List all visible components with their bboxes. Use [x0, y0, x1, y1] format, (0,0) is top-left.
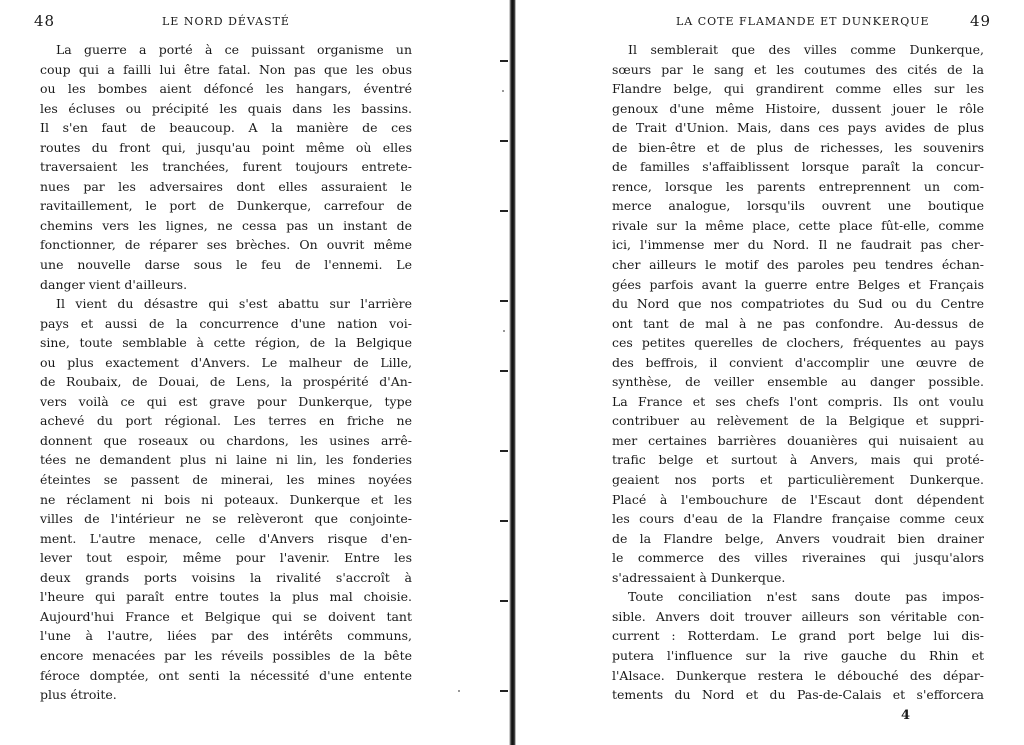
- text-line: Il vient du désastre qui s'est abattu sur l'arrière: [56, 296, 412, 312]
- text-line: trafic belge et surtout à Anvers, mais qui proté-: [612, 452, 984, 468]
- paper-speck: [458, 690, 460, 692]
- text-line: La guerre a porté à ce puissant organisme un: [56, 42, 412, 57]
- text-line: du Nord que nos compatriotes du Sud ou du Centre: [612, 296, 984, 312]
- gutter-dash: [500, 60, 508, 62]
- text-line: vers voilà ce qui est grave pour Dunkerque, type: [40, 393, 412, 409]
- text-line: current : Rotterdam. Le grand port belge lui dis-: [612, 628, 984, 644]
- text-line: gées parfois avant la guerre entre Belges et Français: [612, 276, 984, 292]
- text-line: tées ne demandent plus ni laine ni lin, les fonderies: [40, 452, 412, 468]
- left-page-number: 48: [34, 12, 56, 30]
- signature-mark: 4: [901, 708, 911, 723]
- text-line: cher ailleurs le motif des paroles peu tendres échan-: [612, 257, 984, 273]
- text-line: achevé du port régional. Les terres en friche ne: [40, 413, 412, 429]
- text-line: pays et aussi de la concurrence d'une nation voi-: [40, 315, 412, 331]
- text-line: l'heure qui paraît entre toutes la plus mal choisie.: [40, 589, 412, 605]
- text-line: merce analogue, lorsqu'ils ouvrent une boutique: [612, 198, 984, 214]
- text-line: les écluses ou précipité les quais dans les bassins.: [40, 100, 412, 116]
- gutter-dash: [500, 300, 508, 302]
- paper-speck: [503, 330, 505, 332]
- gutter-dash: [500, 600, 508, 602]
- text-line: danger vient d'ailleurs.: [40, 276, 188, 292]
- gutter-dash: [500, 690, 508, 692]
- text-line: mer certaines barrières douanières qui nuisaient au: [612, 432, 984, 448]
- gutter-dash: [500, 140, 508, 142]
- text-line: s'adressaient à Dunkerque.: [612, 569, 786, 585]
- text-line: féroce domptée, ont senti la nécessité d'une entente: [40, 667, 412, 683]
- text-line: traversaient les tranchées, furent toujours entrete-: [40, 159, 412, 175]
- right-page-number: 49: [970, 12, 992, 30]
- text-line: de familles s'affaiblissent lorsque paraît la concur-: [612, 159, 984, 175]
- text-line: ici, l'immense mer du Nord. Il ne faudrait pas cher-: [612, 237, 984, 253]
- left-page-header: [34, 12, 474, 36]
- text-line: ravitaillement, le port de Dunkerque, carrefour de: [40, 198, 412, 214]
- text-line: lever tout espoir, même pour l'avenir. Entre les: [40, 550, 412, 566]
- text-line: une nouvelle darse sous le feu de l'ennemi. Le: [40, 257, 412, 273]
- text-line: geaient nos ports et particulièrement Dunkerque.: [612, 472, 984, 488]
- text-line: de Roubaix, de Douai, de Lens, la prospérité d'An-: [40, 374, 412, 390]
- text-line: de Trait d'Union. Mais, dans ces pays avides de plus: [612, 120, 984, 136]
- right-page-body: [612, 40, 984, 705]
- text-line: des beffrois, il convient d'accomplir une œuvre de: [612, 354, 984, 370]
- text-line: Il s'en faut de beaucoup. A la manière de ces: [40, 120, 412, 136]
- text-line: l'Alsace. Dunkerque restera le débouché des dépar-: [612, 667, 984, 683]
- right-page: [516, 0, 1024, 745]
- text-line: plus étroite.: [40, 687, 117, 703]
- gutter-dash: [500, 370, 508, 372]
- text-line: ou plus exactement d'Anvers. Le malheur de Lille,: [40, 354, 412, 370]
- text-line: ne réclament ni bois ni poteaux. Dunkerque et les: [40, 491, 412, 507]
- text-line: putera l'influence sur la rive gauche du Rhin et: [612, 647, 984, 663]
- text-line: sine, toute semblable à cette région, de la Belgique: [40, 335, 412, 351]
- text-line: Toute conciliation n'est sans doute pas impos-: [628, 589, 984, 605]
- text-line: de la Flandre belge, Anvers voudrait bien drainer: [612, 530, 984, 546]
- right-page-header: [676, 12, 1006, 36]
- gutter-dash: [500, 520, 508, 522]
- text-line: l'une à l'autre, liées par des intérêts communs,: [40, 628, 412, 644]
- text-line: tements du Nord et du Pas-de-Calais et s'efforcera: [612, 687, 984, 703]
- text-line: rence, lorsque les parents entreprennent un com-: [612, 178, 984, 194]
- text-line: nues par les adversaires dont elles assuraient le: [40, 178, 412, 194]
- text-line: encore menacées par les réveils possibles de la bête: [40, 647, 412, 663]
- gutter-dash: [500, 450, 508, 452]
- text-line: de bien-être et de plus de richesses, les souvenirs: [612, 139, 984, 155]
- text-line: sible. Anvers doit trouver ailleurs son véritable con-: [612, 608, 984, 624]
- text-line: Aujourd'hui France et Belgique qui se doivent tant: [40, 608, 412, 624]
- text-line: ont tant de mal à ne pas confondre. Au-dessus de: [612, 315, 984, 331]
- text-line: les cours d'eau de la Flandre française comme ceux: [612, 511, 984, 527]
- left-page: [0, 0, 510, 745]
- text-line: ces petites querelles de clochers, fréquentes au pays: [612, 335, 984, 351]
- right-running-head: LA COTE FLAMANDE ET DUNKERQUE: [676, 15, 930, 28]
- text-line: villes de l'intérieur ne se relèveront que conjointe-: [40, 511, 412, 527]
- text-line: le commerce des villes riveraines qui jusqu'alors: [612, 550, 984, 566]
- book-gutter: [509, 0, 516, 745]
- text-line: La France et ses chefs l'ont compris. Ils ont voulu: [612, 393, 984, 409]
- text-line: Flandre belge, qui grandirent comme elles sur les: [612, 81, 984, 97]
- text-line: ou les bombes aient défoncé les hangars, éventré: [40, 81, 412, 97]
- text-line: deux grands ports voisins la rivalité s'accroît à: [40, 569, 412, 585]
- text-line: ment. L'autre menace, celle d'Anvers risque d'en-: [40, 530, 412, 546]
- left-page-body: [40, 40, 412, 705]
- gutter-dash: [500, 210, 508, 212]
- text-line: donnent que roseaux ou chardons, les usines arrê-: [40, 432, 412, 448]
- text-line: rivale sur la même place, cette place fût-elle, comme: [612, 217, 984, 233]
- paper-speck: [502, 90, 504, 92]
- text-line: routes du front qui, jusqu'au point même où elles: [40, 139, 412, 155]
- left-running-head: LE NORD DÉVASTÉ: [162, 15, 290, 28]
- text-line: contribuer au relèvement de la Belgique et suppri-: [612, 413, 984, 429]
- text-line: chemins vers les lignes, ne cessa pas un instant de: [40, 217, 412, 233]
- text-line: Placé à l'embouchure de l'Escaut dont dépendent: [612, 491, 984, 507]
- text-line: éteintes se passent de minerai, les mines noyées: [40, 472, 412, 488]
- text-line: Il semblerait que des villes comme Dunkerque,: [628, 42, 984, 57]
- text-line: coup qui a failli lui être fatal. Non pas que les obus: [40, 61, 412, 77]
- text-line: sœurs par le sang et les coutumes des cités de la: [612, 61, 984, 77]
- text-line: genoux d'une même Histoire, dussent jouer le rôle: [612, 100, 984, 116]
- text-line: synthèse, de veiller ensemble au danger possible.: [612, 374, 984, 390]
- text-line: fonctionner, de réparer ses brèches. On ouvrit même: [40, 237, 412, 253]
